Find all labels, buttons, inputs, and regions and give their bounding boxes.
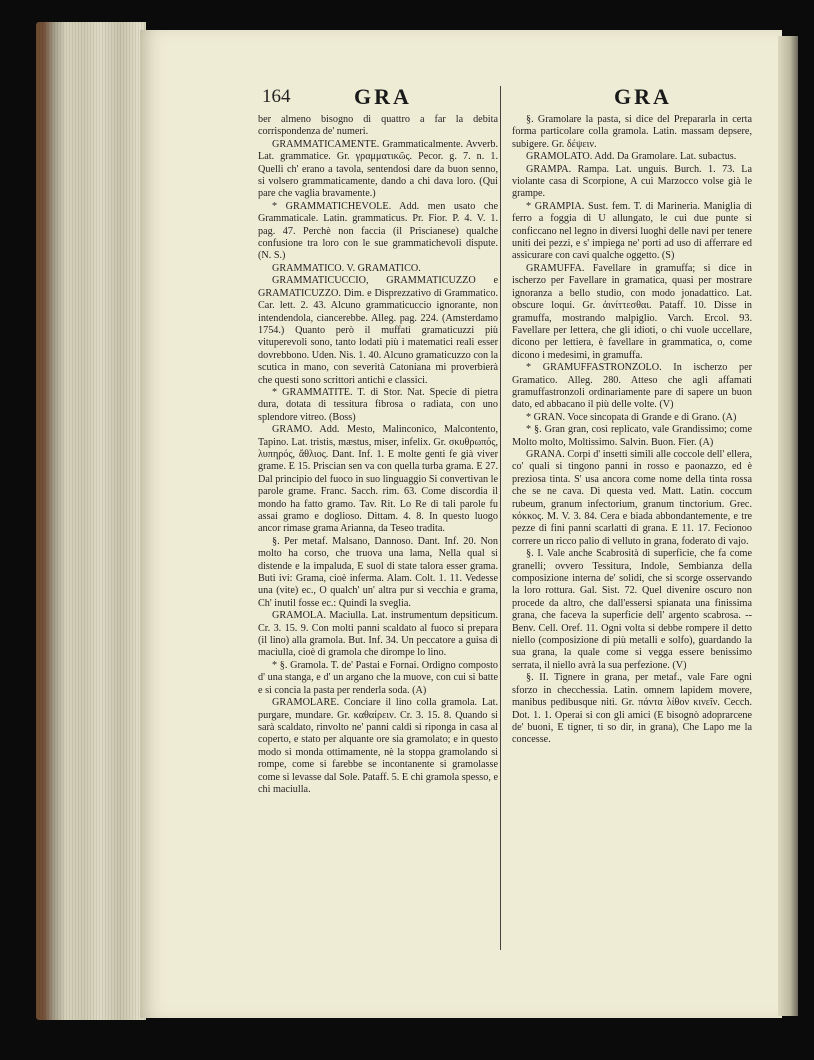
next-page-edge [778, 36, 798, 1016]
dictionary-entry: * GRAMMATITE. T. di Stor. Nat. Specie di pietra dura, dotata di tessitura fibrosa o radiata, con uno splendore vitreo. (Boss) [258, 386, 498, 423]
dictionary-entry: §. Per metaf. Malsano, Dannoso. Dant. Inf. 20. Non molto ha corso, che truova una lama, Nella qual si distende e la impaluda, E suol di state talora esser grama. Buti ivi: Grama, cioè inferma. Alam. Colt. 1. 11. Vedesse una (vite) ec., O qualch' un' altra pur sì vecchia e grama, Ch' inutil fosse ec.: Quindi la sveglia. [258, 535, 498, 609]
dictionary-entry: GRAMUFFA. Favellare in gramuffa; si dice in ischerzo per Favellare in gramatica, quasi per mostrare ignoranza a bello studio, con modo jonadattico. Lat. obscure loqui. Gr. ἀινίττεσθαι. Pataff. 10. Disse in gramuffa, mostrando malpiglio. Varch. Ercol. 93. Favellare per lettera, che gli idioti, o chi vuole uccellare, dicono per lettiera, è favellare in grammatica, o, come dicono i medesimi, in gramuffa. [512, 262, 752, 361]
dictionary-entry: * GRAN. Voce sincopata di Grande e di Grano. (A) [526, 411, 737, 423]
dictionary-entry: §. Gramolare la pasta, si dice del Prepararla in certa forma particolare colla gramola. Latin. massam depsere, subigere. Gr. δέψειν. [512, 114, 752, 150]
dictionary-entry: GRAMMATICAMENTE. Grammaticalmente. Avverb. Lat. grammatice. Gr. γραμματικῶς. Pecor. g. 7. n. 1. Quelli ch' erano a tavola, sentendosi dare da buon senno, si volsero grammaticamente, dando a chi dava loro. (Qui pare che vaglia bravamente.) [258, 138, 498, 200]
column-divider [500, 86, 501, 950]
book-page-edges [36, 22, 146, 1020]
dictionary-entry: GRAMMATICO. V. GRAMATICO. [272, 262, 421, 274]
dictionary-entry: * §. Gramola. T. de' Pastai e Fornai. Ordigno composto d' una stanga, e d' un argano che la muove, con cui si batte e si concia la pasta per renderla soda. (A) [258, 659, 498, 696]
dictionary-entry: GRAMOLATO. Add. Da Gramolare. Lat. subactus. [526, 151, 737, 163]
dictionary-entry: GRAMOLA. Maciulla. Lat. instrumentum depsiticum. Cr. 3. 15. 9. Con molti panni scaldato al fuoco si prepara (il lino) alla gramola. But. Inf. 34. Un peccatore a guisa di maciulla, cioè di gramola che dirompe lo lino. [258, 610, 498, 659]
dictionary-entry: §. II. Tignere in grana, per metaf., vale Fare ogni sforzo in checchessia. Latin. omnem lapidem movere, manibus pedibusque niti. Gr. πάντα λίθον κινεῖν. Cecch. Dot. 1. 1. Operai si con gli amici (E bisognò adoprarcene de' buoni, E tigner, ti so dir, in grana), Che Lapo me la concesse. [512, 672, 752, 746]
dictionary-entry: GRAMMATICUCCIO, GRAMMATICUZZO e GRAMATICUZZO. Dim. e Disprezzativo di Grammatico. Car. lett. 2. 43. Alcuno grammaticuccio ignorante, non intendendola, ciancerebbe. Alleg. pag. 224. (Amsterdamo 1754.) Quanto però il muffati gramaticuzzi più vituperevoli sono, tanto lodati più i matematici reali esser dovrebbono. Uden. Nis. 1. 40. Alcuno gramaticuzzo con la scutica in mano, con severità Catoniana mi proverbierà che questi sono scrittori antichi e classici. [258, 275, 498, 386]
dictionary-entry: GRAMPA. Rampa. Lat. unguis. Burch. 1. 73. La violante casa di Scorpione, A cui Marzocco volse già le grampe. [512, 163, 752, 200]
dictionary-entry: GRAMOLARE. Conciare il lino colla gramola. Lat. purgare, mundare. Gr. καθαίρειν. Cr. 3. 15. 8. Quando si sarà scaldato, rinvolto ne' panni caldi si riponga in casa al coperto, e stato per alquante ore sia gramolato; e in questo modo si monda ottimamente, nè la stoppa gramolando si rompe, come si farebbe se incontanente si gramolasse come si levasse dal Sole. Pataff. 5. E chi gramola spesso, e chi maciulla. [258, 697, 498, 795]
page-number: 164 [262, 86, 291, 107]
dictionary-entry: * GRAMMATICHEVOLE. Add. men usato che Grammaticale. Latin. grammaticus. Pr. Fior. P. 4. V. 1. pag. 47. Perchè non faccia (il Priscianese) qualche confusione tra loro con le sue grammatichevoli dispute. (N. S.) [258, 200, 498, 262]
dictionary-entry: * GRAMUFFASTRONZOLO. In ischerzo per Gramatico. Alleg. 280. Atteso che agli affamati gramuffastronzoli ordinariamente pare di sapere un buon dato, ed abbacano il più delle volte. (V) [512, 362, 752, 411]
dictionary-entry: GRAMO. Add. Mesto, Malinconico, Malcontento, Tapino. Lat. tristis, mæstus, miser, infelix. Gr. σκυθρωπός, λυπηρός, ἄθλιος. Dant. Inf. 1. E molte genti fe già viver grame. E 15. Priscian sen va con quella turba grama. E 27. Dal principio del fuoco in suo linguaggio Si convertivan le parole grame. Franc. Sacch. rim. 63. Come discordia il mondo ha fatto gramo. Tav. Rit. Lo Re di tali parole fu assai gramo e doglioso. Dittam. 4. 8. In questo luogo ancor rimase grama Arianna, da Teseo tradita. [258, 424, 498, 535]
dictionary-entry: §. I. Vale anche Scabrosità di superficie, che fa come granelli; ovvero Tessitura, Indole, Sembianza della composizione interna de' solidi, che si scorge osservando la loro rottura. Gal. Sist. 72. Quel divenire oscuro non procede da altro, che dall'essersi spianata una finissima grana, che faceva la superficie dell' argento scabrosa. -- Benv. Cell. Oref. 11. Ogni volta si debbe rompere il detto niello (composizione di più metalli e solfo), guardando la sua grana, la quale come si vegga essere benissimo serrata, il niello avrà la sua perfezione. (V) [512, 548, 752, 671]
dictionary-entry: ber almeno bisogno di quattro a far la debita corrispondenza de' numeri. [258, 114, 498, 138]
dictionary-entry: * §. Gran gran, così replicato, vale Grandissimo; come Molto molto, Moltissimo. Salvin. Buon. Fier. (A) [512, 424, 752, 448]
running-head-left: GRA [354, 84, 412, 109]
right-column [512, 114, 752, 747]
running-head-right: GRA [614, 84, 672, 109]
dictionary-entry: * GRAMPIA. Sust. fem. T. di Marineria. Maniglia di ferro a foggia di U allungato, le cui due punte si conficcano nel legno in diversi luoghi delle navi per tenere uniti dei pezzi, e s' impiega ne' porti ad uso di afferrare ed assicurare con cavi qualche oggetto. (S) [512, 200, 752, 262]
left-column [258, 114, 498, 796]
dictionary-entry: GRANA. Corpi d' insetti simili alle coccole dell' ellera, co' quali si tingono panni in rosso e paonazzo, ed è preziosa tinta. S' usa ancora come nome della tinta rossa che se ne cava. Di questa ved. Matt. Latin. coccum rubeum, granum infectorium, granum tinctorium. Grec. κόκκος. M. V. 3. 84. Cera e biada abbondantemente, e tre pezze di fini panni scarlatti di grana. E 11. 17. Fecionoo correre un ricco palio di velluto in grana, foderato di vajo. [512, 448, 752, 547]
page-header [262, 86, 752, 110]
